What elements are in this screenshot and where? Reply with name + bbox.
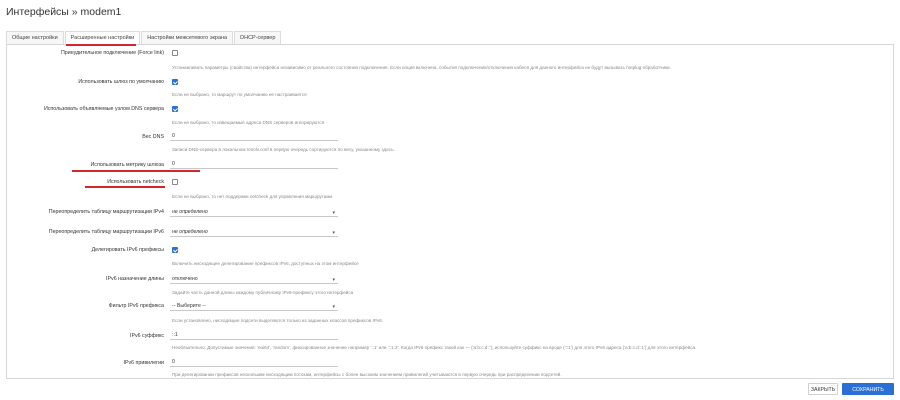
- tab-dhcp[interactable]: DHCP-сервер: [234, 31, 281, 44]
- ipv6-assign-length-label: IPv6 назначение длины: [106, 276, 164, 282]
- force-link-label: Принудительное подключение (Force link): [60, 50, 164, 56]
- default-gateway-hint: Если не выбрано, то маршрут по умолчанию не настраивается: [172, 92, 307, 97]
- tab-general[interactable]: Общие настройки: [6, 31, 64, 44]
- delegate-ipv6-checkbox[interactable]: [172, 247, 178, 253]
- ipv6-suffix-input[interactable]: ::1: [170, 331, 338, 340]
- route-table-ipv6-label: Переопределить таблицу маршрутизации IPv6: [48, 229, 164, 235]
- ipv6-assign-length-value: отключено: [172, 276, 198, 282]
- tab-firewall[interactable]: Настройки межсетевого экрана: [141, 31, 233, 44]
- ipv6-priority-hint: При делегировании префиксов нескольким нисходящим потокам, интерфейсы с более высоким значением привилегий учитываются в первую очередь при распределении подсетей.: [172, 372, 562, 377]
- netcheck-hint: Если не выбрано, то нет поддержки netcheck для управления маршрутами: [172, 194, 333, 199]
- netcheck-underline: [85, 186, 165, 188]
- ipv6-suffix-label: IPv6 суффикс: [129, 333, 164, 339]
- gateway-metric-label: Использовать метрику шлюза: [90, 162, 164, 168]
- dns-weight-hint: Записи DNS-сервера в локальном resolv.conf в первую очередь сортируются по весу, указанному здесь.: [172, 147, 395, 152]
- dns-weight-input[interactable]: 0: [170, 132, 338, 141]
- save-button[interactable]: СОХРАНИТЬ: [842, 383, 894, 395]
- delegate-ipv6-hint: Включить нисходящее делегирование префиксов IPv6, доступных на этом интерфейсе: [172, 261, 359, 266]
- default-gateway-label: Использовать шлюз по умолчанию: [78, 79, 164, 85]
- ipv6-prefix-filter-label: Фильтр IPv6 префикса: [108, 303, 164, 309]
- chevron-down-icon: ▾: [332, 277, 335, 283]
- page-title: Интерфейсы » modem1: [6, 6, 122, 18]
- chevron-down-icon: ▾: [332, 210, 335, 216]
- tab-advanced[interactable]: Расширенные настройки: [65, 31, 141, 44]
- peer-dns-hint: Если не выбрано, то извещаемые адреса DNS серверов игнорируются: [172, 120, 325, 125]
- netcheck-label: Использовать netcheck: [107, 179, 164, 185]
- netcheck-checkbox[interactable]: [172, 179, 178, 185]
- peer-dns-label: Использовать объявляемые узлом DNS сервера: [43, 106, 164, 112]
- tab-bar: [6, 31, 894, 45]
- dns-weight-label: Вес DNS: [142, 134, 164, 140]
- default-gateway-checkbox[interactable]: [172, 79, 178, 85]
- route-table-ipv4-select[interactable]: [170, 208, 338, 217]
- gateway-metric-input[interactable]: 0: [170, 160, 338, 169]
- force-link-checkbox[interactable]: [172, 50, 178, 56]
- ipv6-prefix-filter-select[interactable]: [170, 302, 338, 311]
- force-link-hint: Устанавливать параметры (свойства) интерфейса независимо от реального состояния подключения. Если опция включена, события подключения/отключения кабеля для данного интерфейса не будут вызывать hotplug обработчики.: [172, 65, 671, 70]
- delegate-ipv6-label: Делегировать IPv6 префиксы: [91, 247, 164, 253]
- ipv6-assign-length-select[interactable]: [170, 275, 338, 284]
- close-button[interactable]: ЗАКРЫТЬ: [808, 383, 838, 395]
- chevron-down-icon: ▾: [332, 230, 335, 236]
- route-table-ipv6-select[interactable]: [170, 228, 338, 237]
- ipv6-prefix-filter-value: -- Выберите --: [172, 303, 206, 309]
- route-table-ipv4-label: Переопределить таблицу маршрутизации IPv4: [48, 209, 164, 215]
- route-table-ipv6-value: не определено: [172, 229, 208, 235]
- ipv6-priority-input[interactable]: 0: [170, 358, 338, 367]
- chevron-down-icon: ▾: [332, 304, 335, 310]
- route-table-ipv4-value: не определено: [172, 209, 208, 215]
- ipv6-assign-length-hint: Задайте часть данной длины каждому публичному IPv6-префиксу этого интерфейса: [172, 290, 354, 295]
- ipv6-priority-label: IPv6 привилегии: [123, 360, 164, 366]
- ipv6-suffix-hint: Необязательно. Допустимые значения: 'eui64', 'random', фиксированное значение например '::1' или '::1:2'. Когда IPv6 префикс такой как — ('a:b:c:d::'), используйте суффикс на вроде ('::1') для этого IPv6 адреса ('a:b:c:d::1') для этого интерфейса.: [172, 345, 697, 350]
- ipv6-prefix-filter-hint: Если установлено, нисходящие подсети выделяются только из заданных классов префиксов IPv6.: [172, 318, 384, 323]
- gateway-metric-underline: [72, 170, 200, 172]
- peer-dns-checkbox[interactable]: [172, 106, 178, 112]
